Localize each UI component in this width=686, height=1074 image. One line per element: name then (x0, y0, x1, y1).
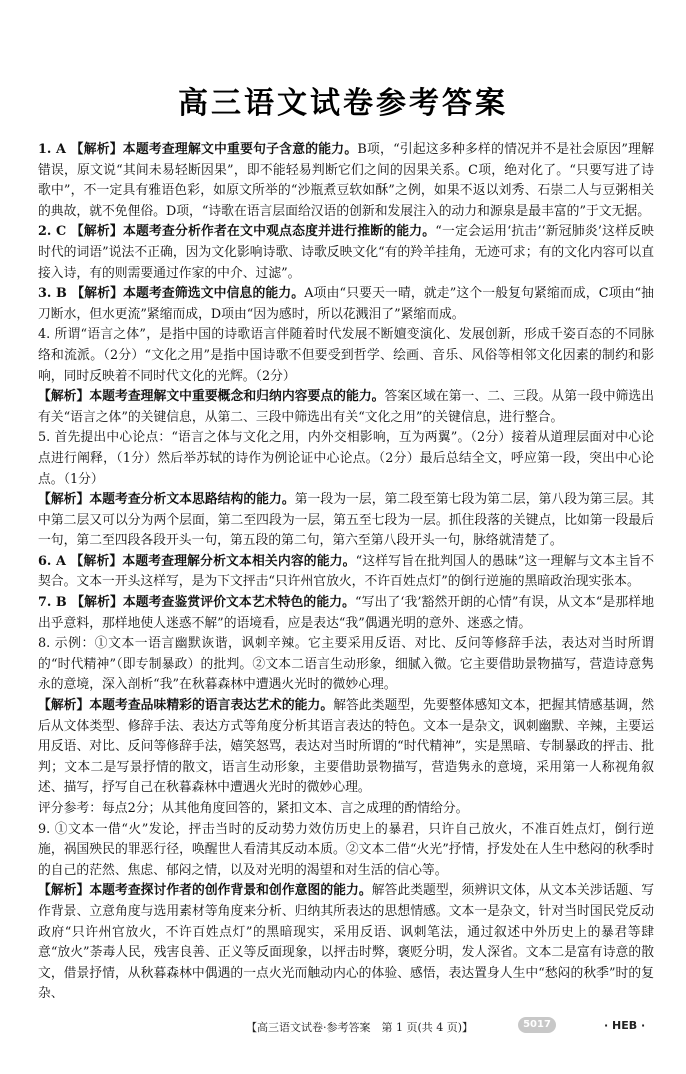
paragraph-body: “写出了‘我’豁然开朗的心情”有误，从文本“是那样地出乎意料，那样地使人迷惑不解”的语境看，应是表达“我”偶遇光明的意外、迷惑之情。 (38, 595, 654, 631)
answer-paragraph (38, 284, 654, 325)
analysis-paragraph (38, 881, 654, 1005)
answer-paragraph (38, 428, 654, 490)
answer-paragraph (38, 634, 654, 696)
paragraph-head: 【解析】本题考查理解文中重要概念和归纳内容要点的能力。 (38, 389, 385, 405)
answer-paragraph (38, 552, 654, 593)
exam-code-badge: 5017 (518, 1017, 556, 1033)
answer-paragraph (38, 820, 654, 882)
region-code: · HEB · (604, 1019, 646, 1032)
paragraph-body: 解答此类题型，先要整体感知文本，把握其情感基调，然后从文体类型、修辞手法、表达方式等角度分析其语言表达的特色。文本一是杂文，讽刺幽默、辛辣，主要运用反语、对比、反问等修辞手法，嬉笑怒骂，表达对当时所谓的“时代精神”，实是黑暗、专制暴政的抨击、批判；文本二是写景抒情的散文，语言生动形象，主要借助景物描写，营造隽永的意境，采用第一人称视角叙述、描写，抒写自己在秋暮森林中遭遇火光时的微妙心理。 (38, 698, 655, 796)
page-title: 高三语文试卷参考答案 (178, 86, 508, 121)
paragraph-body: A项由“只要天一晴，就走”这个一般复句紧缩而成，C项由“抽刀断水，但水更流”紧缩而成，D项由“因为感时，所以花溅泪了”紧缩而成。 (38, 286, 654, 322)
analysis-paragraph (38, 387, 654, 428)
paragraph-body: 5. 首先提出中心论点：“语言之体与文化之用，内外交相影响，互为两翼”。（2分）接着从道理层面对中心论点进行阐释，（1分）然后举苏轼的诗作为例论证中心论点。（2分）最后总结全文，呼应第一段，突出中心论点。（1分） (38, 430, 654, 487)
paragraph-head: 【解析】本题考查分析文本思路结构的能力。 (38, 492, 295, 508)
answer-paragraph (38, 325, 654, 387)
paragraph-body: 解答此类题型，须辨识文体，从文本关涉话题、写作背景、立意角度与选用素材等角度来分析、归纳其所表达的思想情感。文本一是杂文，针对当时国民党反动政府“只许州官放火，不许百姓点灯”的黑暗现实，采用反语、讽刺笔法，通过叙述中外历史上的暴君等肆意“放火”荼毒人民，残害良善、正义等反面现象，以抨击时弊，褒贬分明，发人深省。文本二是富有诗意的散文，借景抒情，从秋暮森林中偶遇的一点火光而触动内心的体验、感悟，表达置身人生中“愁闷的秋季”时的复杂、 (38, 883, 655, 1002)
paragraph-body: 8. 示例：①文本一语言幽默诙谐，讽刺辛辣。它主要采用反语、对比、反问等修辞手法，表达对当时所谓的“时代精神”（即专制暴政）的批判。②文本二语言生动形象，细腻入微。它主要借助景物描写，营造诗意隽永的意境，深入剖析“我”在秋暮森林中遭遇火光时的微妙心理。 (38, 636, 654, 693)
paragraph-body: B项，“引起这多种多样的情况并不是社会原因”理解错误，原文说“其间未易轻断因果”，即不能轻易判断它们之间的因果关系。C项，绝对化了。“只要写进了诗歌中”，不一定具有雅语色彩，如原文所举的“沙瓶煮豆软如酥”之例，如果不返以刘秀、石崇二人与豆粥相关的典故，就不免俚俗。D项，“诗歌在语言层面给汉语的创新和发展注入的动力和源泉是最丰富的”于文无据。 (38, 142, 654, 219)
paragraph-body: 答案区域在第一、二、三段。从第一段中筛选出有关“语言之体”的关键信息，从第二、三段中筛选出有关“文化之用”的关键信息，进行整合。 (38, 389, 655, 425)
paragraph-head: 2. C 【解析】本题考查分析作者在文中观点态度并进行推断的能力。 (38, 224, 436, 240)
paragraph-body: 4. 所谓“语言之体”，是指中国的诗歌语言伴随着时代发展不断嬗变演化、发展创新，形成千姿百态的不同脉络和流派。（2分）“文化之用”是指中国诗歌不但要受到哲学、绘画、音乐、风俗等相邻文化因素的制约和影响，同时反映着不同时代文化的光辉。（2分） (38, 327, 654, 384)
answer-paragraph (38, 593, 654, 634)
paragraph-head: 6. A 【解析】本题考查理解分析文本相关内容的能力。 (38, 553, 356, 569)
paragraph-head: 7. B 【解析】本题考查鉴赏评价文本艺术特色的能力。 (38, 595, 356, 611)
paragraph-head: 【解析】本题考查探讨作者的创作背景和创作意图的能力。 (38, 883, 372, 899)
paragraph-body: 9. ①文本一借“火”发论，抨击当时的反动势力效仿历史上的暴君，只许自己放火，不准百姓点灯，倒行逆施，祸国殃民的罪恶行径，唤醒世人看清其反动本质。②文本二借“火光”抒情，抒发处在人生中愁闷的秋季时的自己的茫然、焦虑、郁闷之情，以及对光明的渴望和对生活的信心等。 (38, 821, 654, 878)
analysis-paragraph (38, 490, 654, 552)
answer-paragraph (38, 140, 654, 222)
page-footer (0, 1016, 686, 1036)
scoring-note (38, 799, 654, 820)
analysis-paragraph (38, 696, 654, 799)
paragraph-head: 1. A 【解析】本题考查理解文中重要句子含意的能力。 (38, 142, 358, 157)
footer-page-info: 【高三语文试卷·参考答案 第 1 页(共 4 页)】 (246, 1021, 474, 1034)
paragraph-body: “一定会运用‘抗击’‘新冠肺炎’这样反映时代的词语”说法不正确，因为文化影响诗歌、诗歌反映文化“有的羚羊挂角，无迹可求；有的文化内容可以直接入诗，有的则需要通过作家的中介、过滤”。 (38, 224, 654, 281)
paragraph-body: “这样写旨在批判国人的愚昧”这一理解与文本主旨不契合。文本一开头这样写，是为下文抨击“只许州官放火，不许百姓点灯”的倒行逆施的黑暗政治现实张本。 (38, 553, 654, 590)
paragraph-body: 评分参考：每点2分；从其他角度回答的，紧扣文本、言之成理的酌情给分。 (38, 801, 469, 816)
paragraph-body: 第一段为一层，第二段至第七段为第二层，第八段为第三层。其中第二层又可以分为两个层面，第二至四段为一层，第五至七段为一层。抓住段落的关键点，比如第一段最后一句，第二至四段各段开头一句，第五段的第二句，第六至第八段开头一句，脉络就清楚了。 (38, 492, 655, 549)
answer-content (38, 140, 654, 1005)
paragraph-head: 【解析】本题考查品味精彩的语言表达艺术的能力。 (38, 698, 334, 714)
paragraph-head: 3. B 【解析】本题考查筛选文中信息的能力。 (38, 286, 305, 302)
answer-paragraph (38, 222, 654, 284)
